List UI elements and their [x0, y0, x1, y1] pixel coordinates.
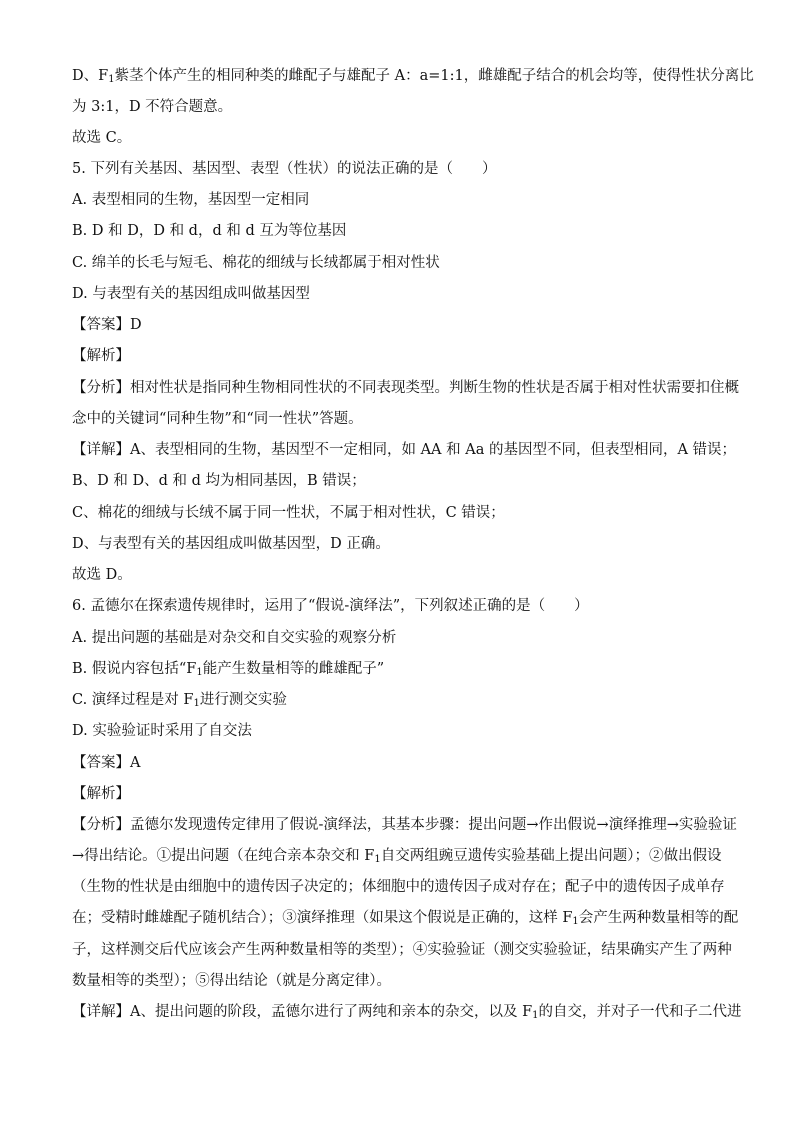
detail-text — [72, 534, 732, 554]
subscript: 1 — [572, 916, 579, 927]
text-segment: 能产生数量相等的雌雄配子” — [202, 661, 385, 677]
text-segment: D. 与表型有关的基因组成叫做基因型 — [72, 286, 310, 302]
answer-line — [72, 753, 732, 773]
text-segment: 自交两组豌豆遗传实验基础上提出问题）；②做出假设 — [380, 848, 722, 864]
text-segment: →得出结论。①提出问题（在纯合亲本杂交和 F — [72, 848, 375, 864]
subscript: 1 — [108, 74, 115, 85]
text-segment: 为 3:1，D 不符合题意。 — [72, 99, 233, 115]
text-segment: 【答案】A — [72, 755, 141, 771]
option-line — [72, 284, 732, 304]
answer-line — [72, 315, 732, 335]
analysis-heading — [72, 346, 732, 366]
text-segment: 念中的关键词“同种生物”和“同一性状”答题。 — [72, 411, 363, 427]
subscript: 1 — [532, 1010, 539, 1021]
text-segment: 紫茎个体产生的相同种类的雌配子与雄配子 A：a=1:1，雌雄配子结合的机会均等，使得性状分离比 — [114, 68, 754, 84]
text-segment: C、棉花的细绒与长绒不属于同一性状，不属于相对性状，C 错误； — [72, 505, 505, 521]
detail-text — [72, 1002, 742, 1022]
text-segment: 6. 孟德尔在探索遗传规律时，运用了“假说-演绎法”，下列叙述正确的是（ ） — [72, 598, 589, 614]
detail-text — [72, 503, 732, 523]
option-line — [72, 221, 732, 241]
text-line — [72, 128, 732, 148]
text-segment: 故选 D。 — [72, 567, 132, 583]
text-segment: 会产生两种数量相等的配 — [578, 910, 739, 926]
option-line — [72, 721, 732, 741]
text-segment: 【答案】D — [72, 317, 142, 333]
option-line — [72, 690, 732, 710]
text-line — [72, 565, 732, 585]
text-segment: 【解析】 — [72, 786, 130, 802]
analysis-text — [72, 877, 732, 897]
option-line — [72, 190, 732, 210]
detail-text — [72, 471, 732, 491]
text-segment: D、与表型有关的基因组成叫做基因型，D 正确。 — [72, 536, 390, 552]
text-segment: B. D 和 D，D 和 d，d 和 d 互为等位基因 — [72, 223, 347, 239]
text-line — [72, 97, 732, 117]
analysis-text — [72, 908, 739, 928]
text-segment: （生物的性状是由细胞中的遗传因子决定的；体细胞中的遗传因子成对存在；配子中的遗传因子成单存 — [72, 879, 725, 895]
option-line — [72, 253, 732, 273]
text-segment: B、D 和 D、d 和 d 均为相同基因，B 错误； — [72, 473, 366, 489]
analysis-text — [72, 815, 737, 835]
text-segment: 【详解】A、提出问题的阶段，孟德尔进行了两纯和亲本的杂交，以及 F — [72, 1004, 533, 1020]
text-segment: A. 提出问题的基础是对杂交和自交实验的观察分析 — [72, 630, 397, 646]
option-line — [72, 628, 732, 648]
text-line — [72, 66, 754, 86]
analysis-text — [72, 971, 732, 991]
text-segment: D、F — [72, 68, 109, 84]
text-segment: 子，这样测交后代应该会产生两种数量相等的类型）；④实验验证（测交实验验证，结果确实产生了两种 — [72, 942, 732, 958]
analysis-text — [72, 409, 732, 429]
question-5-stem — [72, 159, 732, 179]
text-segment: D. 实验验证时采用了自交法 — [72, 723, 252, 739]
text-segment: 数量相等的类型）；⑤得出结论（就是分离定律）。 — [72, 973, 391, 989]
subscript: 1 — [196, 667, 203, 678]
text-segment: 故选 C。 — [72, 130, 132, 146]
text-segment: C. 演绎过程是对 F — [72, 692, 194, 708]
text-segment: B. 假说内容包括“F — [72, 661, 197, 677]
analysis-heading — [72, 784, 732, 804]
text-segment: 【解析】 — [72, 348, 130, 364]
analysis-text — [72, 940, 732, 960]
question-6-stem — [72, 596, 732, 616]
subscript: 1 — [374, 854, 381, 865]
text-segment: A. 表型相同的生物，基因型一定相同 — [72, 192, 310, 208]
subscript: 1 — [193, 698, 200, 709]
text-segment: 在；受精时雌雄配子随机结合）；③演绎推理（如果这个假说是正确的，这样 F — [72, 910, 573, 926]
text-segment: 5. 下列有关基因、基因型、表型（性状）的说法正确的是（ ） — [72, 161, 497, 177]
text-segment: C. 绵羊的长毛与短毛、棉花的细绒与长绒都属于相对性状 — [72, 255, 440, 271]
option-line — [72, 659, 732, 679]
text-segment: 的自交，并对子一代和子二代进 — [538, 1004, 742, 1020]
text-segment: 进行测交实验 — [199, 692, 287, 708]
text-segment: 【分析】孟德尔发现遗传定律用了假说-演绎法，其基本步骤：提出问题→作出假说→演绎推理→实验验证 — [72, 817, 737, 833]
analysis-text — [72, 378, 739, 398]
analysis-text — [72, 846, 732, 866]
text-segment: 【分析】相对性状是指同种生物相同性状的不同表现类型。判断生物的性状是否属于相对性状需要扣住概 — [72, 380, 739, 396]
text-segment: 【详解】A、表型相同的生物，基因型不一定相同，如 AA 和 Aa 的基因型不同，但表型相同，A 错误； — [72, 442, 737, 458]
detail-text — [72, 440, 737, 460]
